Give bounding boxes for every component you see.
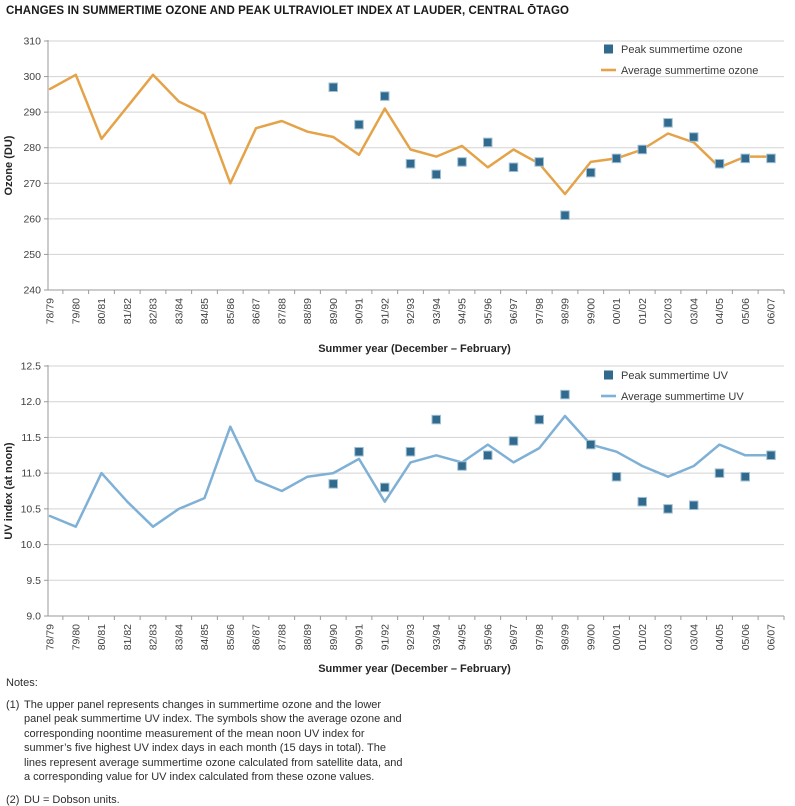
peak-marker — [535, 158, 544, 167]
peak-marker — [741, 472, 750, 481]
x-tick-label: 94/95 — [456, 624, 469, 651]
peak-marker — [509, 437, 518, 446]
average-line — [50, 75, 771, 194]
y-tick-label: 11.0 — [21, 467, 41, 480]
y-tick-label: 240 — [23, 284, 41, 297]
x-tick-label: 92/93 — [405, 624, 417, 651]
x-tick-label: 86/87 — [250, 624, 263, 651]
x-tick-label: 79/80 — [70, 624, 83, 651]
peak-marker — [741, 154, 750, 163]
x-tick-label: 97/98 — [533, 624, 546, 651]
x-tick-label: 99/00 — [585, 624, 598, 651]
note-1-label: (1) — [6, 698, 20, 711]
x-tick-label: 82/83 — [147, 624, 160, 651]
peak-marker — [664, 119, 673, 128]
peak-marker — [612, 472, 621, 481]
x-tick-label: 87/88 — [276, 624, 289, 651]
x-tick-label: 84/85 — [199, 624, 211, 651]
x-tick-label: 89/90 — [327, 624, 340, 651]
x-tick-label: 96/97 — [508, 298, 520, 325]
x-tick-label: 91/92 — [379, 298, 392, 325]
y-axis-title: Ozone (DU) — [3, 135, 15, 196]
x-tick-label: 01/02 — [636, 624, 649, 651]
peak-marker — [381, 92, 390, 101]
legend-label: Peak summertime UV — [621, 370, 728, 382]
note-1-text: The upper panel represents changes in summertime ozone and the lower panel peak summertime UV index. The symbols show the average ozone and corresponding noontime measurement of the mean noon UV index for summer’s five highest UV index days in each month (15 days in total). The lines represent average summertime ozone calculated from satellite data, and a corresponding value for UV index calculated from these ozone values. — [24, 698, 403, 783]
peak-marker — [587, 168, 596, 177]
x-tick-label: 79/80 — [70, 298, 83, 325]
peak-marker — [587, 440, 596, 449]
peak-marker — [638, 145, 647, 154]
peak-marker — [355, 120, 364, 129]
note-2-text: DU = Dobson units. — [24, 793, 120, 806]
x-tick-label: 80/81 — [96, 624, 108, 651]
x-tick-label: 98/99 — [559, 624, 572, 651]
x-tick-label: 85/86 — [224, 298, 237, 325]
peak-marker — [432, 170, 441, 179]
y-tick-label: 10.0 — [20, 539, 41, 552]
legend-label: Average summertime ozone — [621, 65, 759, 77]
x-tick-label: 84/85 — [199, 298, 211, 325]
legend-label: Average summertime UV — [621, 391, 744, 403]
x-tick-label: 83/84 — [173, 624, 186, 651]
legend-label: Peak summertime ozone — [621, 44, 743, 56]
x-tick-label: 99/00 — [585, 298, 598, 325]
peak-marker — [458, 158, 467, 167]
x-tick-label: 81/82 — [121, 624, 134, 651]
page-title: CHANGES IN SUMMERTIME OZONE AND PEAK ULTRAVIOLET INDEX AT LAUDER, CENTRAL ŌTAGO — [6, 5, 570, 17]
y-tick-label: 310 — [23, 35, 41, 48]
peak-marker — [664, 505, 673, 514]
x-tick-label: 06/07 — [765, 298, 778, 325]
x-tick-label: 81/82 — [121, 298, 134, 325]
x-tick-label: 97/98 — [533, 298, 546, 325]
y-tick-label: 300 — [23, 71, 41, 84]
x-tick-label: 92/93 — [405, 298, 417, 325]
y-tick-label: 250 — [23, 248, 41, 261]
notes-section — [6, 676, 404, 806]
peak-marker — [329, 83, 338, 92]
x-tick-label: 88/89 — [302, 624, 314, 651]
x-tick-label: 03/04 — [688, 298, 701, 325]
notes-heading: Notes: — [6, 677, 38, 689]
y-tick-label: 9.0 — [26, 610, 41, 623]
x-tick-label: 98/99 — [559, 298, 572, 325]
average-line — [50, 416, 771, 527]
y-axis-title: UV index (at noon) — [3, 442, 15, 540]
peak-marker — [690, 501, 699, 510]
peak-marker — [638, 497, 647, 506]
peak-marker — [406, 447, 415, 456]
peak-marker — [612, 154, 621, 163]
peak-marker — [715, 159, 724, 168]
ozone-chart — [0, 27, 795, 357]
y-tick-label: 290 — [23, 106, 41, 119]
y-tick-label: 270 — [23, 177, 41, 190]
x-tick-label: 80/81 — [96, 298, 108, 325]
peak-marker — [484, 451, 493, 460]
x-tick-label: 04/05 — [714, 624, 726, 651]
peak-marker — [767, 451, 776, 460]
x-tick-label: 87/88 — [276, 298, 289, 325]
y-tick-label: 10.5 — [20, 503, 41, 516]
peak-marker — [561, 390, 570, 399]
peak-marker — [329, 480, 338, 489]
y-tick-label: 9.5 — [26, 574, 41, 587]
x-tick-label: 96/97 — [508, 624, 520, 651]
x-tick-label: 05/06 — [739, 624, 752, 651]
x-tick-label: 90/91 — [353, 624, 366, 651]
x-tick-label: 02/03 — [662, 624, 675, 651]
peak-marker — [767, 154, 776, 163]
uv-chart — [0, 352, 795, 682]
peak-marker — [406, 159, 415, 168]
x-tick-label: 01/02 — [636, 298, 649, 325]
x-tick-label: 90/91 — [353, 298, 366, 325]
x-tick-label: 00/01 — [611, 298, 623, 325]
peak-marker — [509, 163, 518, 172]
x-tick-label: 86/87 — [250, 298, 263, 325]
y-tick-label: 12.5 — [20, 360, 41, 373]
peak-marker — [458, 462, 467, 471]
x-tick-label: 04/05 — [714, 298, 726, 325]
x-tick-label: 78/79 — [44, 624, 57, 651]
y-tick-label: 12.0 — [20, 396, 41, 409]
x-tick-label: 95/96 — [482, 298, 495, 325]
peak-marker — [561, 211, 570, 220]
x-tick-label: 93/94 — [430, 624, 443, 651]
x-tick-label: 03/04 — [688, 624, 701, 651]
x-tick-label: 93/94 — [430, 298, 443, 325]
x-tick-label: 89/90 — [327, 298, 340, 325]
x-tick-label: 88/89 — [302, 298, 314, 325]
peak-marker — [432, 415, 441, 423]
x-tick-label: 85/86 — [224, 624, 237, 651]
y-tick-label: 280 — [23, 142, 41, 155]
x-tick-label: 95/96 — [482, 624, 495, 651]
y-tick-label: 11.5 — [21, 431, 41, 444]
x-tick-label: 78/79 — [44, 298, 57, 325]
y-tick-label: 260 — [23, 213, 41, 226]
x-tick-label: 94/95 — [456, 298, 469, 325]
x-axis-title: Summer year (December – February) — [318, 663, 511, 675]
legend-swatch-square — [604, 371, 613, 380]
legend-swatch-square — [604, 45, 613, 54]
x-tick-label: 82/83 — [147, 298, 160, 325]
x-tick-label: 91/92 — [379, 624, 392, 651]
peak-marker — [381, 483, 390, 492]
note-item-2 — [6, 793, 404, 806]
peak-marker — [715, 469, 724, 478]
peak-marker — [690, 133, 699, 142]
peak-marker — [484, 138, 493, 147]
x-tick-label: 00/01 — [611, 624, 623, 651]
x-tick-label: 06/07 — [765, 624, 778, 651]
x-tick-label: 05/06 — [739, 298, 752, 325]
x-tick-label: 83/84 — [173, 298, 186, 325]
peak-marker — [355, 447, 364, 456]
note-item-1 — [6, 698, 404, 785]
peak-marker — [535, 415, 544, 423]
note-2-label: (2) — [6, 793, 20, 806]
x-axis-title: Summer year (December – February) — [318, 343, 511, 355]
x-tick-label: 02/03 — [662, 298, 675, 325]
